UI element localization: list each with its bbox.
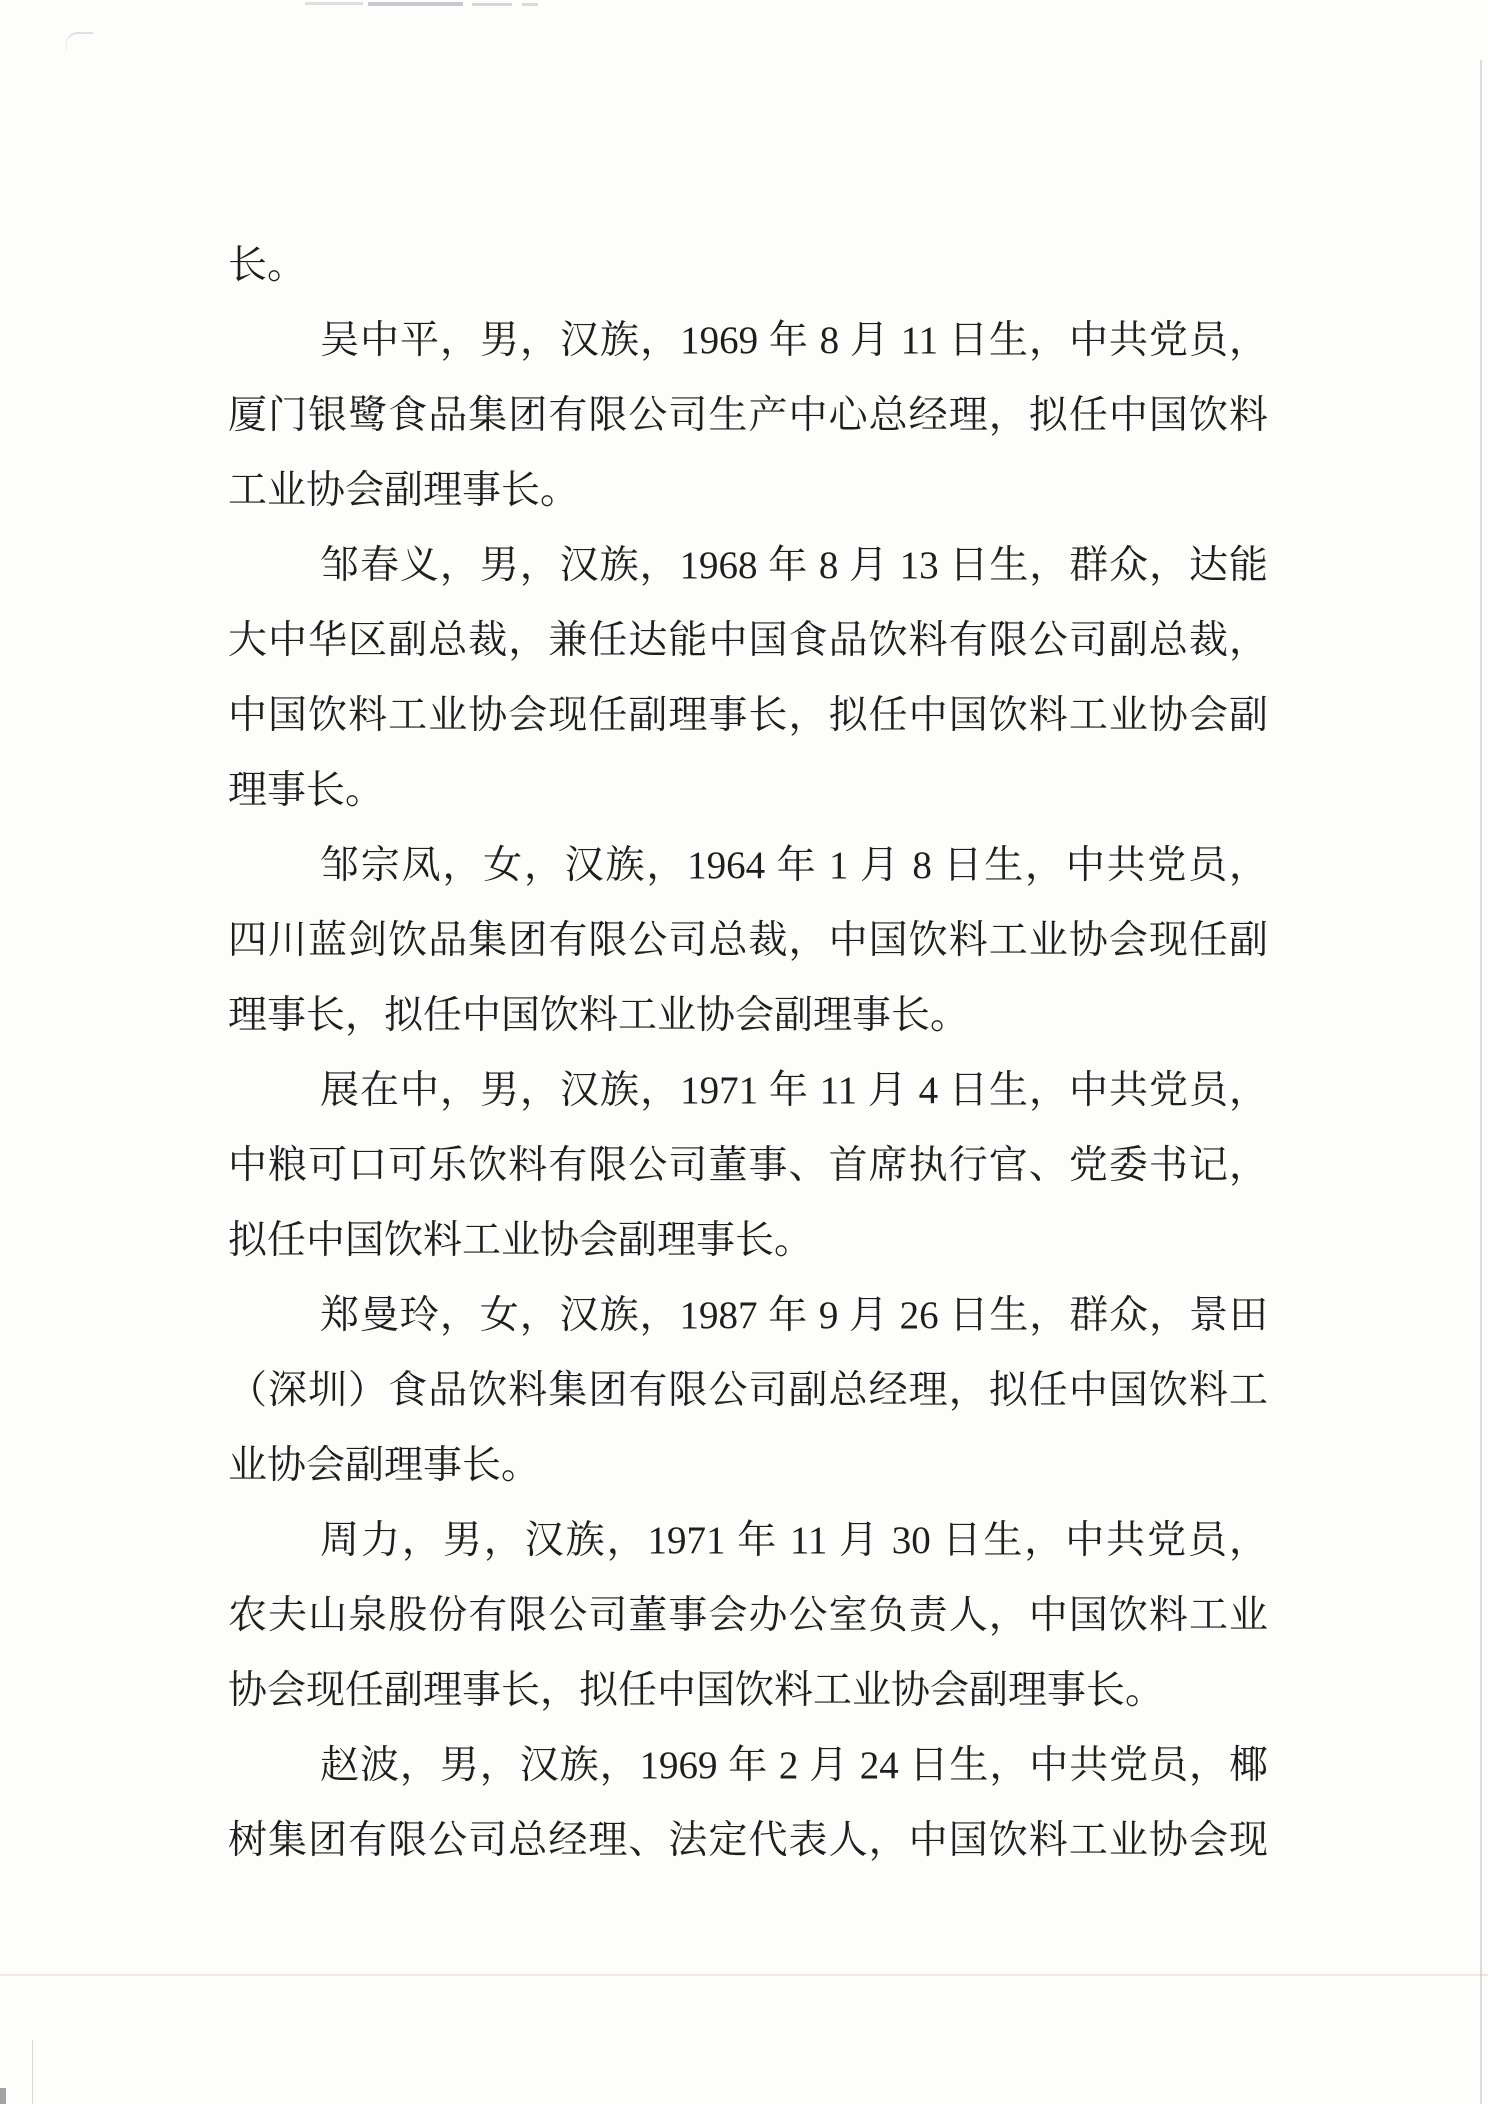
text-line: 拟任中国饮料工业协会副理事长。 (228, 1219, 814, 1262)
scan-smudge-top-edge (305, 2, 363, 5)
text-line: 赵波，男，汉族，1969 年 2 月 24 日生，中共党员，椰 (320, 1744, 1268, 1787)
text-line: 大中华区副总裁，兼任达能中国食品饮料有限公司副总裁， (228, 619, 1268, 662)
text-line: 长。 (228, 244, 307, 287)
text-line: 邹春义，男，汉族，1968 年 8 月 13 日生，群众，达能 (320, 544, 1268, 587)
scan-curl-mark (66, 32, 93, 50)
scan-smudge-top-edge (522, 3, 538, 6)
text-line: 展在中，男，汉族，1971 年 11 月 4 日生，中共党员， (320, 1069, 1268, 1112)
text-line: 农夫山泉股份有限公司董事会办公室负责人，中国饮料工业 (228, 1594, 1268, 1637)
text-line: 理事长。 (228, 769, 385, 812)
text-line: 吴中平，男，汉族，1969 年 8 月 11 日生，中共党员， (320, 319, 1268, 362)
scan-smudge-top-edge (472, 3, 512, 6)
text-line: （深圳）食品饮料集团有限公司副总经理，拟任中国饮料工 (228, 1369, 1268, 1412)
text-line: 协会现任副理事长，拟任中国饮料工业协会副理事长。 (228, 1669, 1165, 1712)
text-line: 郑曼玲，女，汉族，1987 年 9 月 26 日生，群众，景田 (320, 1294, 1268, 1337)
text-line: 厦门银鹭食品集团有限公司生产中心总经理，拟任中国饮料 (228, 394, 1268, 437)
scan-nick-bottom-left (0, 2088, 6, 2104)
scan-smudge-top-edge (368, 2, 463, 6)
scan-scratch-bottom-left (32, 2040, 33, 2104)
text-line: 业协会副理事长。 (228, 1444, 541, 1487)
text-line: 周力，男，汉族，1971 年 11 月 30 日生，中共党员， (320, 1519, 1268, 1562)
text-line: 四川蓝剑饮品集团有限公司总裁，中国饮料工业协会现任副 (228, 919, 1268, 962)
text-line: 理事长，拟任中国饮料工业协会副理事长。 (228, 994, 970, 1037)
text-line: 中国饮料工业协会现任副理事长，拟任中国饮料工业协会副 (228, 694, 1268, 737)
scan-fold-line (0, 1974, 1488, 1976)
text-line: 中粮可口可乐饮料有限公司董事、首席执行官、党委书记， (228, 1144, 1268, 1187)
text-line: 工业协会副理事长。 (228, 469, 580, 512)
text-line: 树集团有限公司总经理、法定代表人，中国饮料工业协会现 (228, 1819, 1268, 1862)
text-line: 邹宗凤，女，汉族，1964 年 1 月 8 日生，中共党员， (320, 844, 1268, 887)
scan-edge-line-right (1480, 60, 1482, 2104)
document-body (228, 228, 1268, 1878)
